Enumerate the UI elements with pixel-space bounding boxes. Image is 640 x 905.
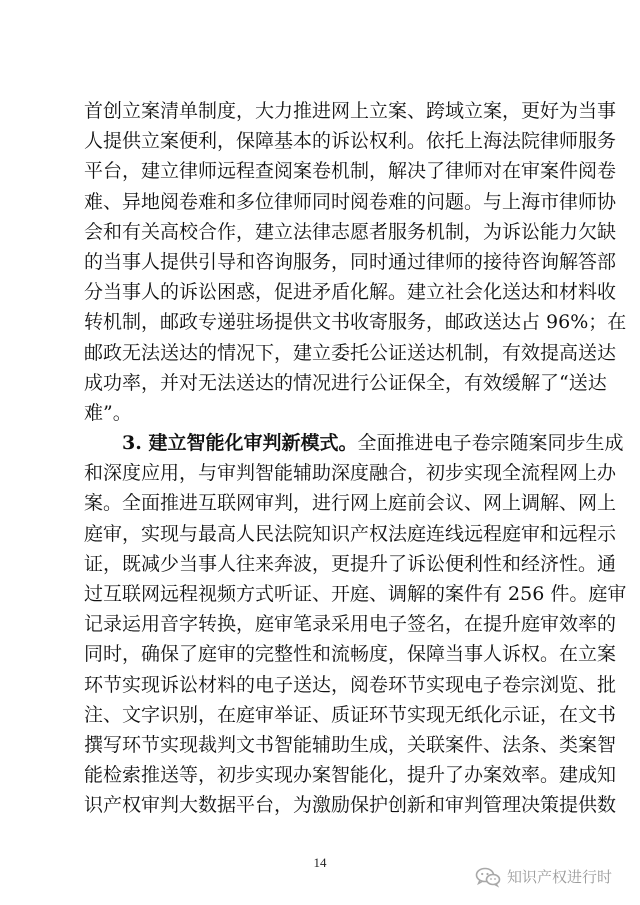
- text-line: 撰写环节实现裁判文书智能辅助生成，关联案件、法条、类案智: [84, 733, 617, 756]
- text-line: 能检索推送等，初步实现办案智能化，提升了办案效率。建成知: [84, 764, 617, 787]
- watermark-text: 知识产权进行时: [506, 868, 612, 886]
- text-line: 平台，建立律师远程查阅案卷机制，解决了律师对在审案件阅卷: [84, 160, 617, 183]
- text-line: 环节实现诉讼材料的电子送达，阅卷环节实现电子卷宗浏览、批: [84, 673, 617, 696]
- text-line: 和深度应用，与审判智能辅助深度融合，初步实现全流程网上办: [84, 462, 617, 485]
- text-line: 案。全面推进互联网审判，进行网上庭前会议、网上调解、网上: [84, 492, 617, 515]
- text-line: 记录运用音字转换，庭审笔录采用电子签名，在提升庭审效率的: [84, 613, 617, 636]
- text-line: 过互联网远程视频方式听证、开庭、调解的案件有 256 件。庭审: [84, 583, 627, 605]
- text-line: 邮政无法送达的情况下，建立委托公证送达机制，有效提高送达: [84, 341, 617, 364]
- text-line: 首创立案清单制度，大力推进网上立案、跨域立案，更好为当事: [84, 100, 617, 122]
- body-text: [84, 96, 627, 821]
- text-line: 庭审，实现与最高人民法院知识产权法庭连线远程庭审和远程示: [84, 522, 617, 545]
- wechat-icon: [475, 867, 501, 887]
- text-line: 注、文字识别，在庭审举证、质证环节实现无纸化示证，在文书: [84, 703, 617, 726]
- text-line: 难、异地阅卷难和多位律师同时阅卷难的问题。与上海市律师协: [84, 190, 617, 213]
- page-number: 14: [313, 855, 327, 870]
- section-first-line: [84, 428, 624, 458]
- text-line: 难”。: [84, 401, 132, 424]
- text-line: 转机制，邮政专递驻场提供文书收寄服务，邮政送达占 96%；在: [84, 311, 627, 334]
- watermark: [475, 866, 612, 887]
- section-first-line-text: 全面推进电子卷宗随案同步生成: [357, 432, 624, 455]
- text-line: 会和有关高校合作，建立法律志愿者服务机制，为诉讼能力欠缺: [84, 220, 617, 243]
- text-line: 识产权审判大数据平台，为激励保护创新和审判管理决策提供数: [84, 794, 617, 817]
- text-line: 的当事人提供引导和咨询服务，同时通过律师的接待咨询解答部: [84, 250, 617, 273]
- text-line: 证，既减少当事人往来奔波，更提升了诉讼便利性和经济性。通: [84, 552, 617, 575]
- text-line: 成功率，并对无法送达的情况进行公证保全，有效缓解了“送达: [84, 371, 607, 394]
- text-line: 分当事人的诉讼困惑，促进矛盾化解。建立社会化送达和材料收: [84, 281, 617, 304]
- text-line: 人提供立案便利，保障基本的诉讼权利。依托上海法院律师服务: [84, 130, 617, 153]
- section-heading: 3. 建立智能化审判新模式。: [122, 432, 358, 455]
- text-line: 同时，确保了庭审的完整性和流畅度，保障当事人诉权。在立案: [84, 643, 617, 666]
